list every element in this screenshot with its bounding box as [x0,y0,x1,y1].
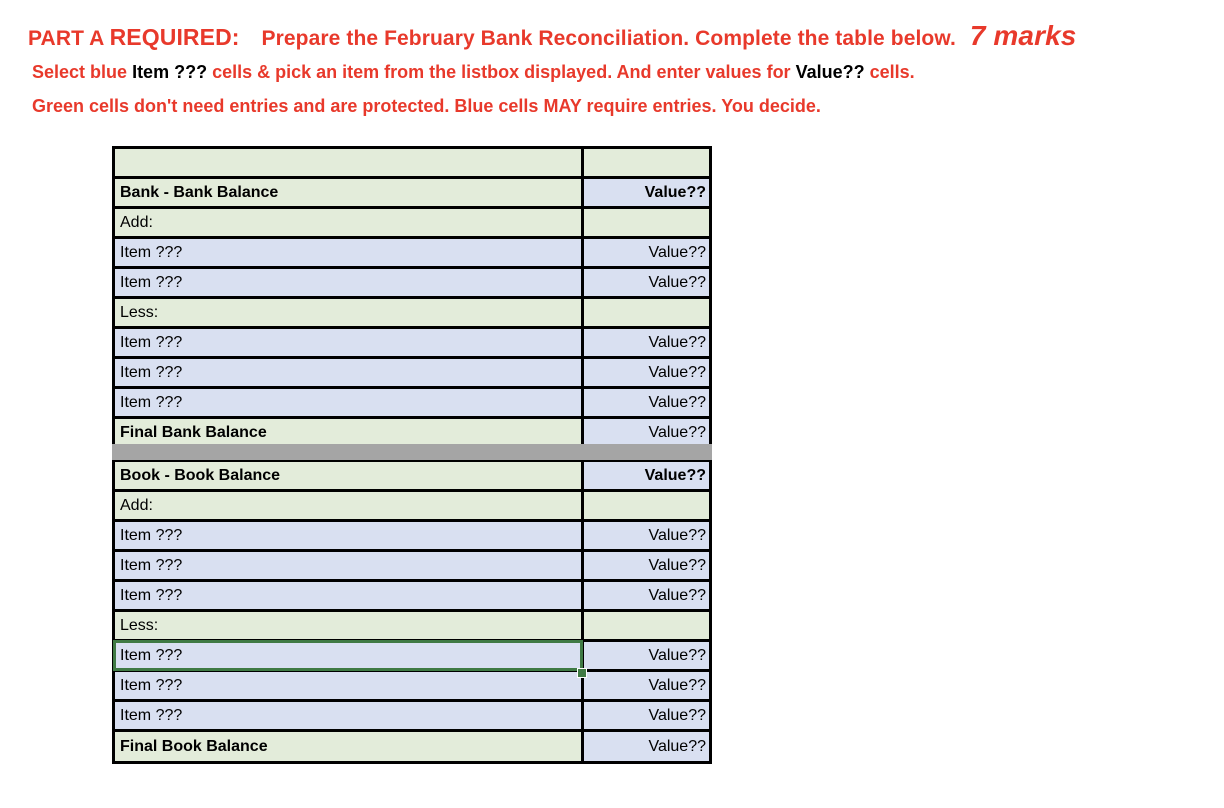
bank-add-value-cell[interactable]: Value?? [584,269,709,296]
instruction-text: cells & pick an item from the listbox displayed. And enter values for [212,62,791,82]
book-less-value-cell[interactable]: Value?? [584,672,709,699]
reconciliation-table [112,146,712,764]
instruction-text: Select blue [32,62,128,82]
bank-add-row [112,206,712,236]
book-less-row [112,609,712,639]
instruction-value-keyword: Value?? [795,62,865,82]
book-less-item-cell[interactable]: Item ??? [115,672,581,699]
final-bank-balance-value-cell[interactable]: Value?? [584,419,709,446]
book-less-value-cell[interactable]: Value?? [584,702,709,729]
protected-cell [584,209,709,236]
bank-balance-label: Bank - Bank Balance [115,179,581,206]
book-add-label: Add: [115,492,581,519]
book-add-item-cell[interactable]: Item ??? [115,552,581,579]
book-balance-row [112,459,712,489]
fill-handle[interactable] [577,668,587,678]
title-line [28,20,1076,52]
bank-add-label: Add: [115,209,581,236]
bank-less-item-cell[interactable]: Item ??? [115,359,581,386]
bank-less-row [112,296,712,326]
bank-add-value-cell[interactable]: Value?? [584,239,709,266]
bank-less-item-cell[interactable]: Item ??? [115,389,581,416]
instruction-text: cells. [869,62,915,82]
book-less-item-cell-selected[interactable]: Item ??? [115,642,581,669]
instruction-line-2: Green cells don't need entries and are protected. Blue cells MAY require entries. You decide. [32,96,821,116]
protected-cell [584,612,709,639]
final-book-balance-row [112,729,712,764]
header-cell [584,149,709,176]
table-header-row [112,146,712,176]
required-label: REQUIRED: [109,24,240,50]
book-less-item-cell[interactable]: Item ??? [115,702,581,729]
instruction-item-keyword: Item ??? [132,62,208,82]
table-row [112,639,712,669]
table-row [112,519,712,549]
final-book-balance-label: Final Book Balance [115,732,581,761]
bank-add-item-cell[interactable]: Item ??? [115,269,581,296]
book-add-item-cell[interactable]: Item ??? [115,522,581,549]
final-bank-balance-label: Final Bank Balance [115,419,581,446]
table-row [112,386,712,416]
instruction-line-1 [32,62,915,83]
bank-less-label: Less: [115,299,581,326]
table-row [112,699,712,729]
table-row [112,356,712,386]
part-label: PART A [28,27,104,50]
bank-less-value-cell[interactable]: Value?? [584,389,709,416]
book-add-item-cell[interactable]: Item ??? [115,582,581,609]
protected-cell [584,299,709,326]
book-less-value-cell[interactable]: Value?? [584,642,709,669]
final-book-balance-value-cell[interactable]: Value?? [584,732,709,761]
bank-balance-row [112,176,712,206]
bank-less-value-cell[interactable]: Value?? [584,329,709,356]
book-add-value-cell[interactable]: Value?? [584,552,709,579]
book-add-row [112,489,712,519]
protected-cell [584,492,709,519]
book-balance-label: Book - Book Balance [115,462,581,489]
book-add-value-cell[interactable]: Value?? [584,582,709,609]
table-row [112,266,712,296]
task-text: Prepare the February Bank Reconciliation. Complete the table below. [261,27,956,50]
table-row [112,579,712,609]
book-less-label: Less: [115,612,581,639]
section-divider [112,444,712,460]
table-row [112,236,712,266]
bank-less-item-cell[interactable]: Item ??? [115,329,581,356]
table-row [112,549,712,579]
bank-add-item-cell[interactable]: Item ??? [115,239,581,266]
book-add-value-cell[interactable]: Value?? [584,522,709,549]
final-bank-balance-row [112,416,712,446]
header-cell [115,149,581,176]
table-row [112,669,712,699]
bank-less-value-cell[interactable]: Value?? [584,359,709,386]
bank-balance-value-cell[interactable]: Value?? [584,179,709,206]
table-row [112,326,712,356]
marks-label: 7 marks [969,20,1077,51]
book-balance-value-cell[interactable]: Value?? [584,462,709,489]
